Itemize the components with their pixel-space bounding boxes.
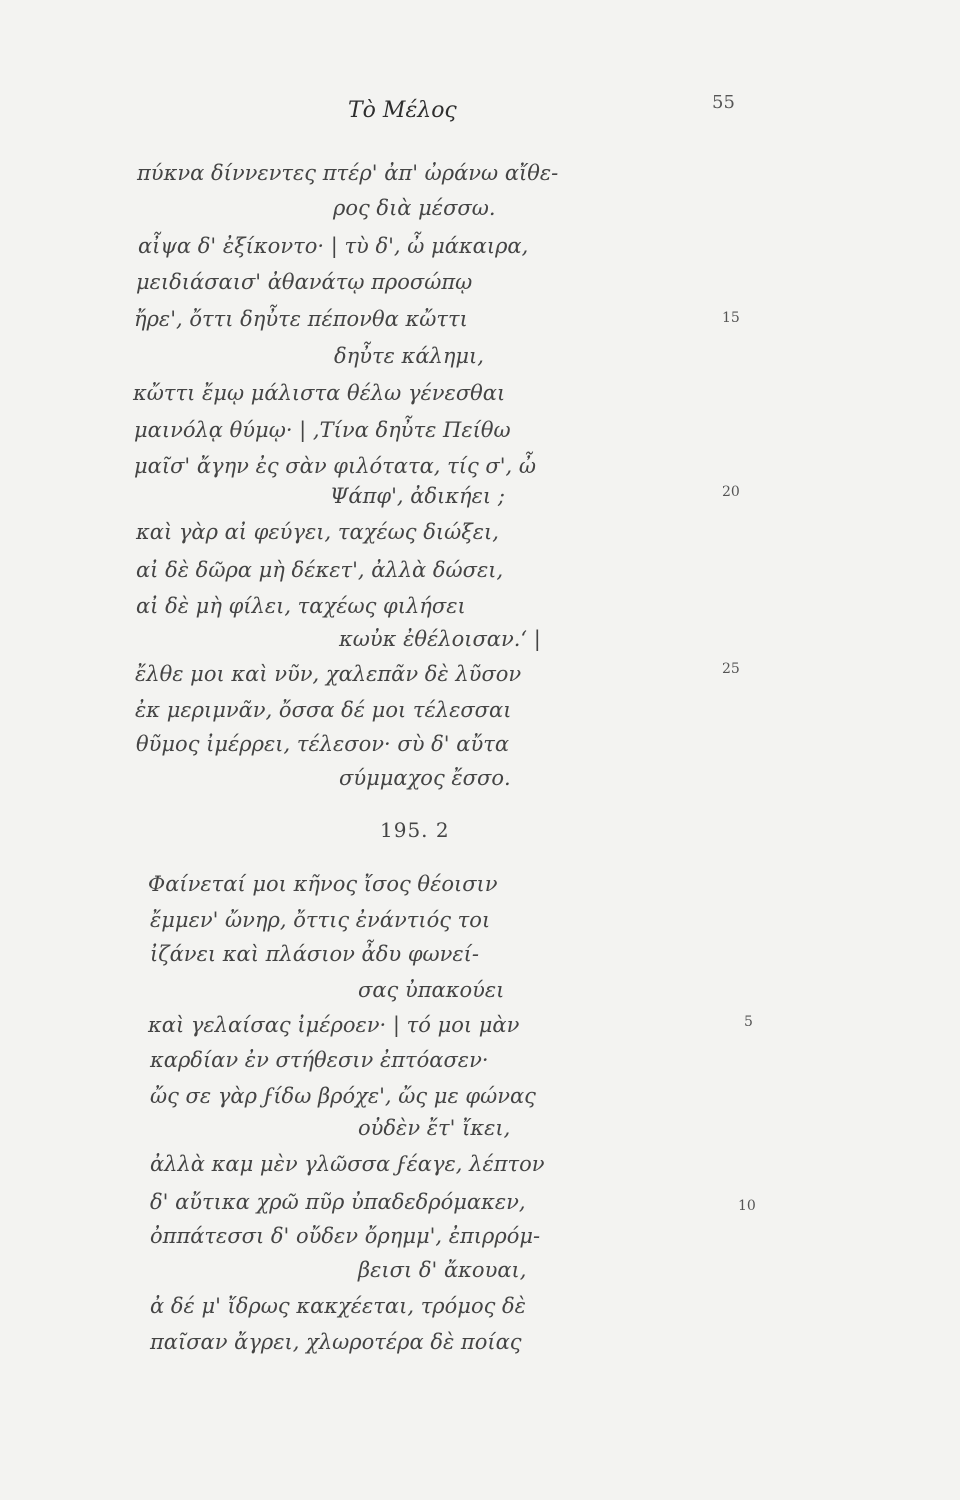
verse-line: πύκνα δίννεντες πτέρ' ἀπ' ὠράνω αἴθε- [137,161,559,185]
verse-line: παῖσαν ἄγρει, χλωροτέρα δὲ ποίας [150,1330,522,1354]
verse-line: ἀλλὰ καμ μὲν γλῶσσα ϝέαγε, λέπτον [150,1152,545,1176]
line-number: 5 [744,1014,753,1030]
verse-line: Φαίνεταί μοι κῆνος ἴσος θέοισιν [148,872,498,896]
verse-line: σύμμαχος ἔσσο. [339,766,511,790]
verse-line: βεισι δ' ἄκουαι, [358,1258,527,1282]
verse-line: οὐδὲν ἔτ' ἴκει, [358,1116,511,1140]
line-number: 20 [722,484,740,500]
poem-number: 195. 2 [380,818,450,842]
verse-line: ἤρε', ὄττι δηὖτε πέπονθα κὤττι [134,307,468,331]
verse-line: ὤς σε γὰρ ϝίδω βρόχε', ὤς με φώνας [150,1084,536,1108]
verse-line: ρος διὰ μέσσω. [333,196,496,220]
verse-line: μειδιάσαισ' ἀθανάτῳ προσώπῳ [136,270,473,294]
running-header: Τὸ Μέλος [348,98,457,123]
verse-line: καὶ γελαίσας ἰμέροεν· | τό μοι μὰν [148,1013,520,1037]
verse-line: δ' αὔτικα χρῶ πῦρ ὐπαδεδρόμακεν, [150,1190,526,1214]
verse-line: καὶ γὰρ αἰ φεύγει, ταχέως διώξει, [136,520,499,544]
verse-line: σας ὐπακούει [358,978,505,1002]
verse-line: αἶψα δ' ἐξίκοντο· | τὺ δ', ὦ μάκαιρα, [138,234,529,258]
verse-line: ἔλθε μοι καὶ νῦν, χαλεπᾶν δὲ λῦσον [135,662,522,686]
line-number: 25 [722,661,740,677]
verse-line: καρδίαν ἐν στήθεσιν ἐπτόασεν· [150,1048,489,1072]
verse-line: κωὐκ ἐθέλοισαν.‘ | [339,627,541,651]
verse-line: ὀππάτεσσι δ' οὔδεν ὄρημμ', ἐπιρρόμ- [150,1224,541,1248]
verse-line: ἐκ μεριμνᾶν, ὄσσα δέ μοι τέλεσσαι [135,698,512,722]
verse-line: ἔμμεν' ὤνηρ, ὄττις ἐνάντιός τοι [150,908,491,932]
line-number: 10 [738,1198,756,1214]
verse-line: ἰζάνει καὶ πλάσιον ἆδυ φωνεί- [150,942,480,966]
verse-line: ἀ δέ μ' ἴδρως κακχέεται, τρόμος δὲ [150,1294,526,1318]
verse-line: θῦμος ἰμέρρει, τέλεσον· σὺ δ' αὔτα [136,732,510,756]
verse-line: αἰ δὲ δῶρα μὴ δέκετ', ἀλλὰ δώσει, [136,558,504,582]
verse-line: μαινόλᾳ θύμῳ· | ,Τίνα δηὖτε Πείθω [134,418,511,442]
verse-line: μαῖσ' ἄγην ἐς σὰν φιλότατα, τίς σ', ὦ [134,454,536,478]
line-number: 15 [722,310,740,326]
verse-line: Ψάπφ', ἀδικήει ; [330,484,505,508]
verse-line: αἰ δὲ μὴ φίλει, ταχέως φιλήσει [136,594,466,618]
page-number: 55 [712,92,735,113]
verse-line: δηὖτε κάλημι, [334,344,484,368]
verse-line: κὤττι ἔμῳ μάλιστα θέλω γένεσθαι [133,381,506,405]
